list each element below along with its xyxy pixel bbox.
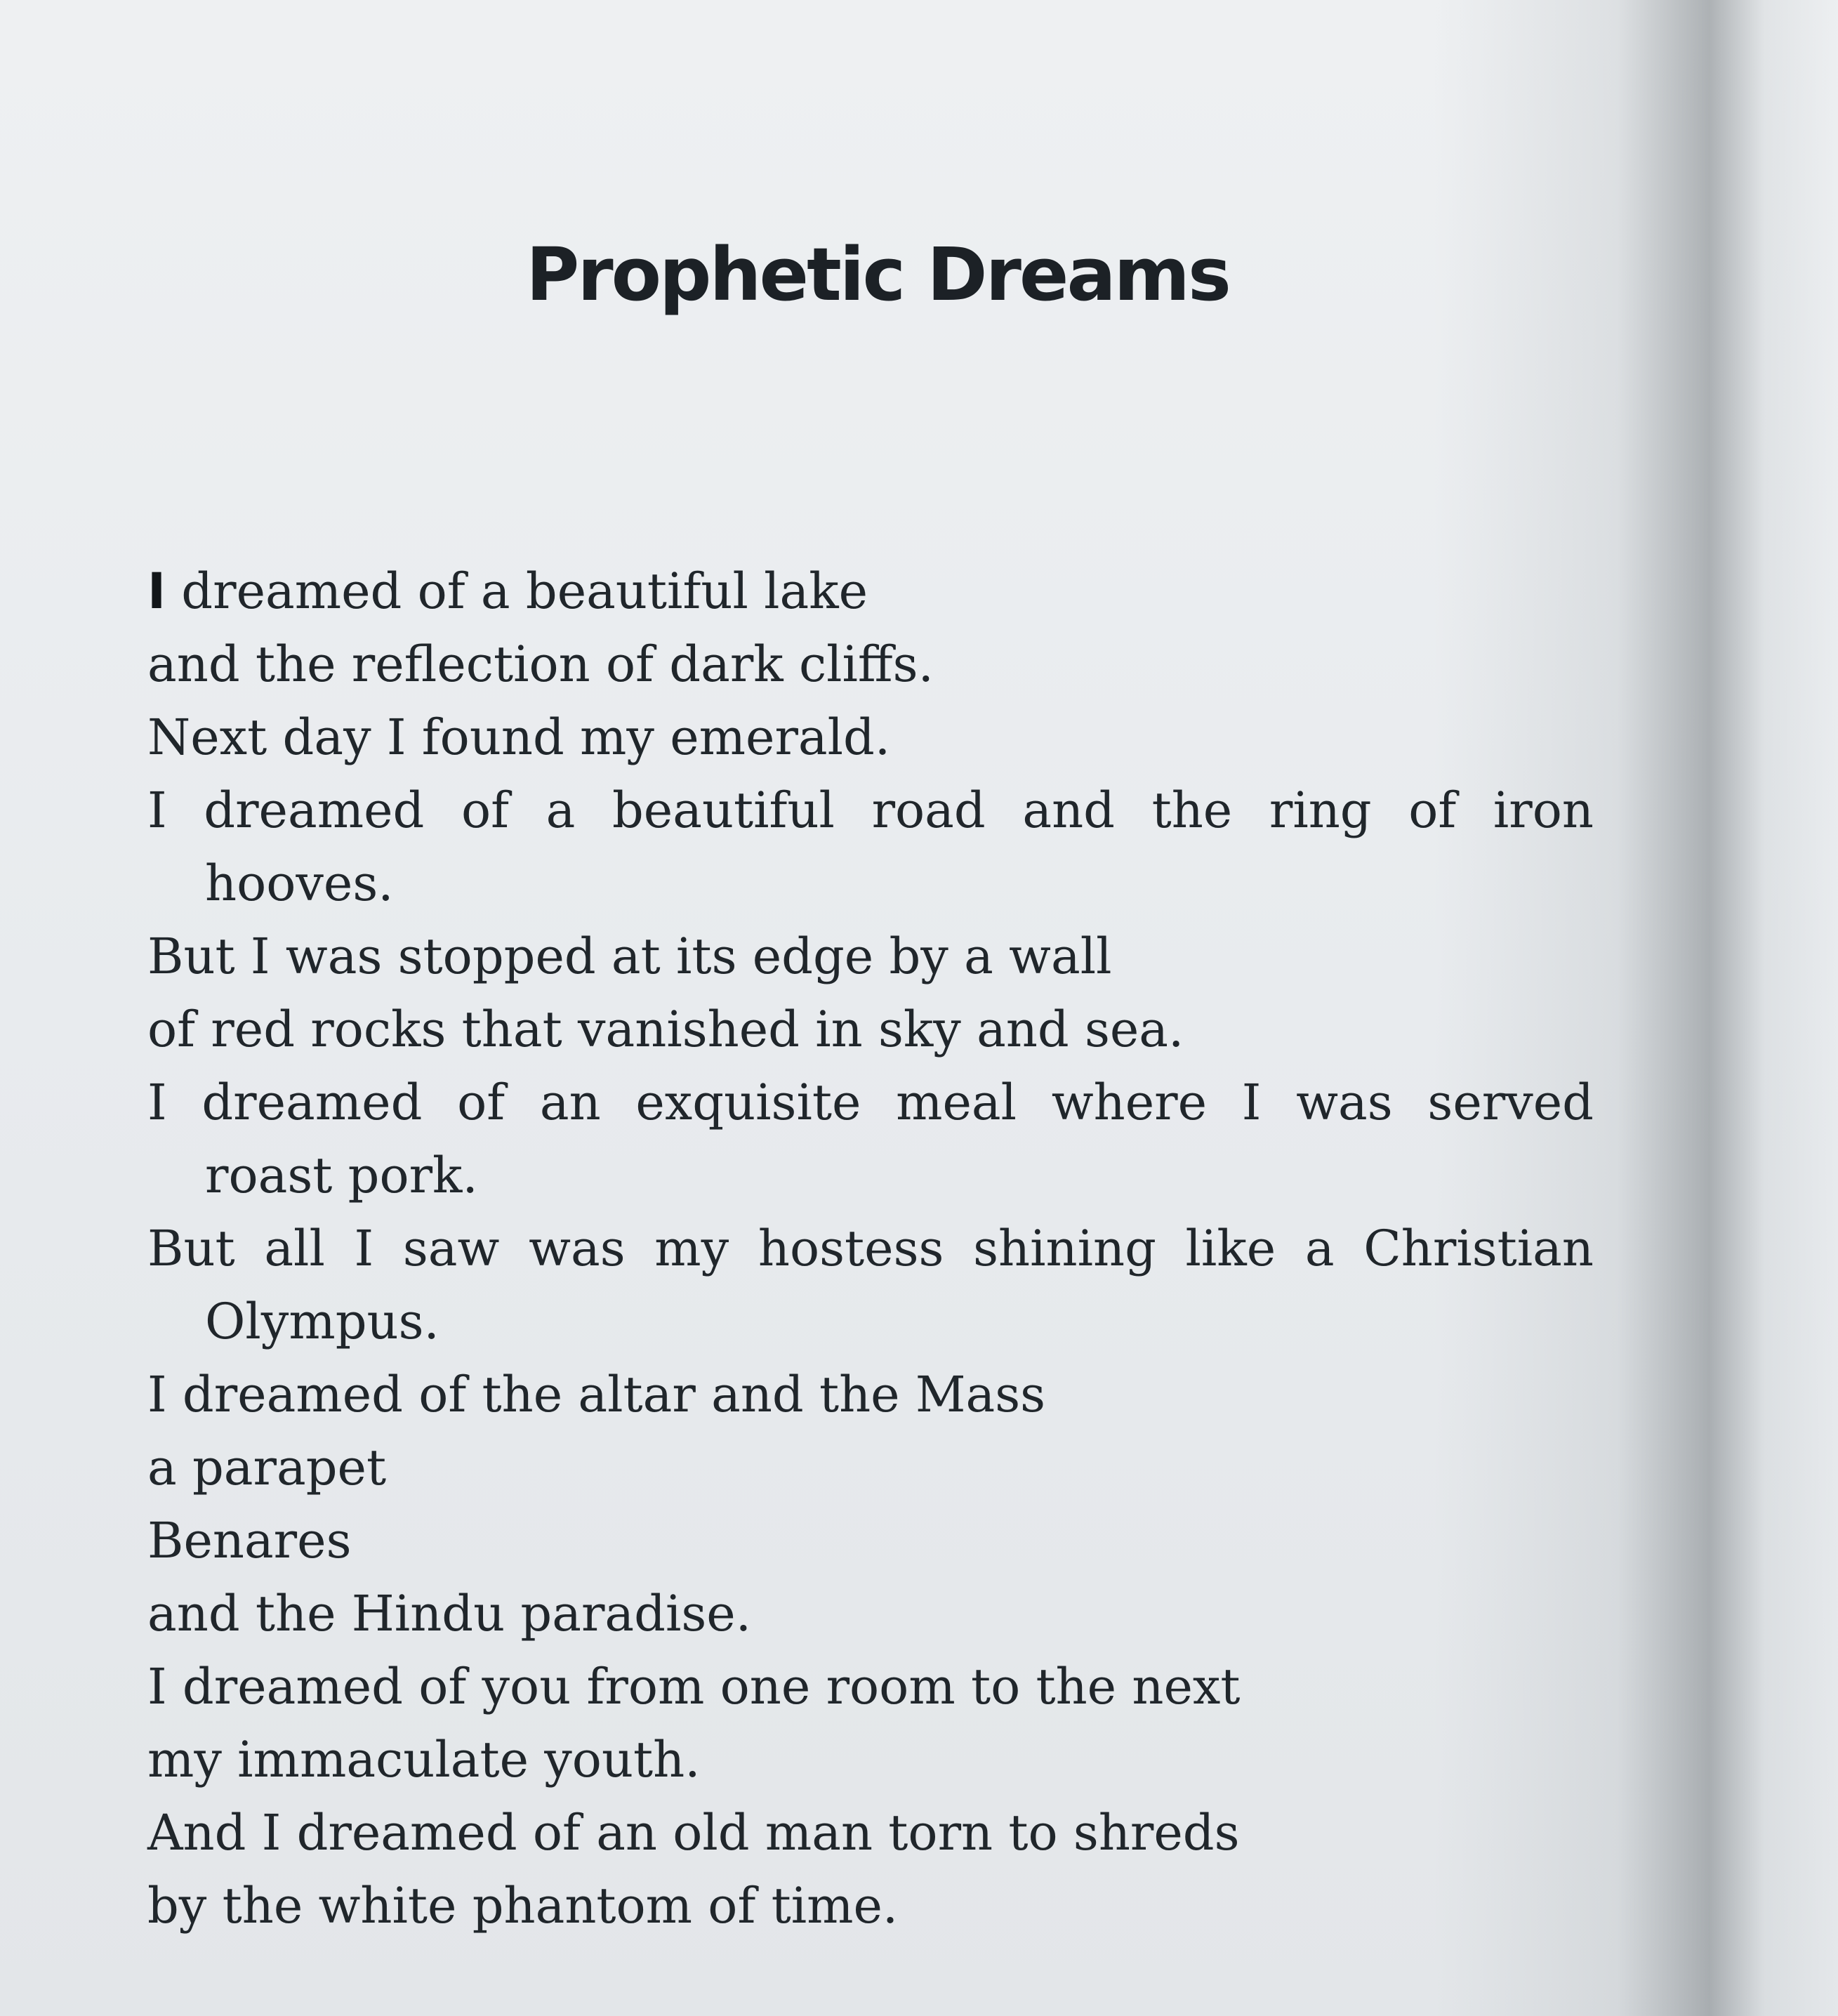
poem-title: Prophetic Dreams (526, 232, 1229, 317)
poem-line: And I dreamed of an old man torn to shreds (147, 1804, 1240, 1862)
poem-line: my immaculate youth. (147, 1731, 701, 1788)
poem-line: and the Hindu paradise. (147, 1585, 751, 1642)
poem-line-continuation: roast pork. (205, 1147, 478, 1204)
poem-line-text: dreamed of a beautiful lake (166, 562, 868, 620)
poem-line: But all I saw was my hostess shining like a Christian (147, 1220, 1594, 1277)
poem-line (147, 555, 1594, 628)
drop-cap-initial: I (147, 562, 166, 620)
poem-line: I dreamed of a beautiful road and the ring of iron (147, 782, 1594, 839)
poem-line-continuation: hooves. (205, 855, 394, 912)
poem-line: I dreamed of you from one room to the next (147, 1658, 1241, 1715)
poem-line: I dreamed of an exquisite meal where I was served (147, 1074, 1594, 1131)
poem-line: of red rocks that vanished in sky and sea. (147, 1001, 1184, 1058)
poem-line-continuation: Olympus. (205, 1293, 439, 1350)
poem-line: I dreamed of the altar and the Mass (147, 1366, 1046, 1423)
poem-line: by the white phantom of time. (147, 1877, 899, 1935)
poem-line: a parapet (147, 1439, 387, 1496)
poem-line: Next day I found my emerald. (147, 709, 891, 766)
poem-line: and the reflection of dark cliffs. (147, 635, 934, 693)
poem-line: Benares (147, 1512, 352, 1569)
poem-line: But I was stopped at its edge by a wall (147, 928, 1112, 985)
poem-body (147, 555, 1594, 1942)
